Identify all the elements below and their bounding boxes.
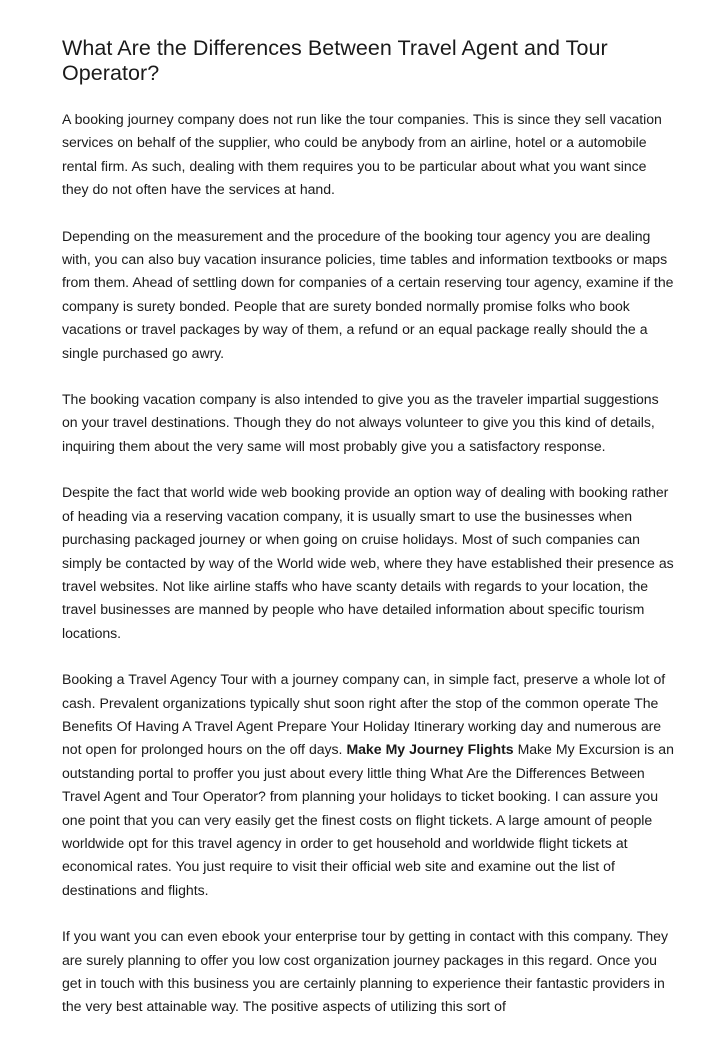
- paragraph-3: The booking vacation company is also intended to give you as the traveler impartial suggestions on your travel destinations. Though they do not always volunteer to give you this kind of details, inquiring them about the very same will most probably give you a satisfactory response.: [62, 391, 659, 454]
- paragraph-5: [62, 668, 674, 902]
- page-title: What Are the Differences Between Travel Agent and Tour Operator?: [62, 36, 608, 85]
- paragraph-5-text-before: Booking a Travel Agency Tour with a journey company can, in simple fact, preserve a whole lot of cash. Prevalent organizations typically shut soon right after the stop of the common operate The Benefits Of Having A Travel Agent Prepare Your Holiday Itinerary working day and numerous are not open for prolonged hours on the off days.: [62, 671, 666, 758]
- paragraph-2: Depending on the measurement and the procedure of the booking tour agency you are dealing with, you can also buy vacation insurance policies, time tables and information textbooks or maps from them. Ahead of settling down for companies of a certain reserving tour agency, examine if the company is surety bonded. People that are surety bonded normally promise folks who book vacations or travel packages by way of them, a refund or an equal package really should the a single purchased go awry.: [62, 227, 674, 361]
- paragraph-1: A booking journey company does not run like the tour companies. This is since they sell vacation services on behalf of the supplier, who could be anybody from an airline, hotel or a automobile rental firm. As such, dealing with them requires you to be particular about what you want since they do not often have the services at hand.: [62, 111, 662, 198]
- paragraph-4: Despite the fact that world wide web booking provide an option way of dealing with booking rather of heading via a reserving vacation company, it is usually smart to use the businesses when purchasing packaged journey or when going on cruise holidays. Most of such companies can simply be contacted by way of the World wide web, where they have established their presence as travel websites. Not like airline staffs who have scanty details with regards to your location, the travel businesses are manned by people who have detailed information about specific tourism locations.: [62, 484, 674, 641]
- paragraph-5-text-after: Make My Excursion is an outstanding portal to proffer you just about every little thing What Are the Differences Between Travel Agent and Tour Operator? from planning your holidays to ticket booking. I can assure you one point that you can very easily get the finest costs on flight tickets. A large amount of people worldwide opt for this travel agency in order to get household and worldwide flight tickets at economical rates. You just require to visit their official web site and examine out the list of destinations and flights.: [62, 741, 674, 898]
- paragraph-6: If you want you can even ebook your enterprise tour by getting in contact with this company. They are surely planning to offer you low cost organization journey packages in this regard. Once you get in touch with this business you are certainly planning to experience their fantastic providers in the very best attainable way. The positive aspects of utilizing this sort of: [62, 928, 668, 1015]
- document-page: [62, 36, 674, 1042]
- bold-phrase: Make My Journey Flights: [346, 741, 514, 758]
